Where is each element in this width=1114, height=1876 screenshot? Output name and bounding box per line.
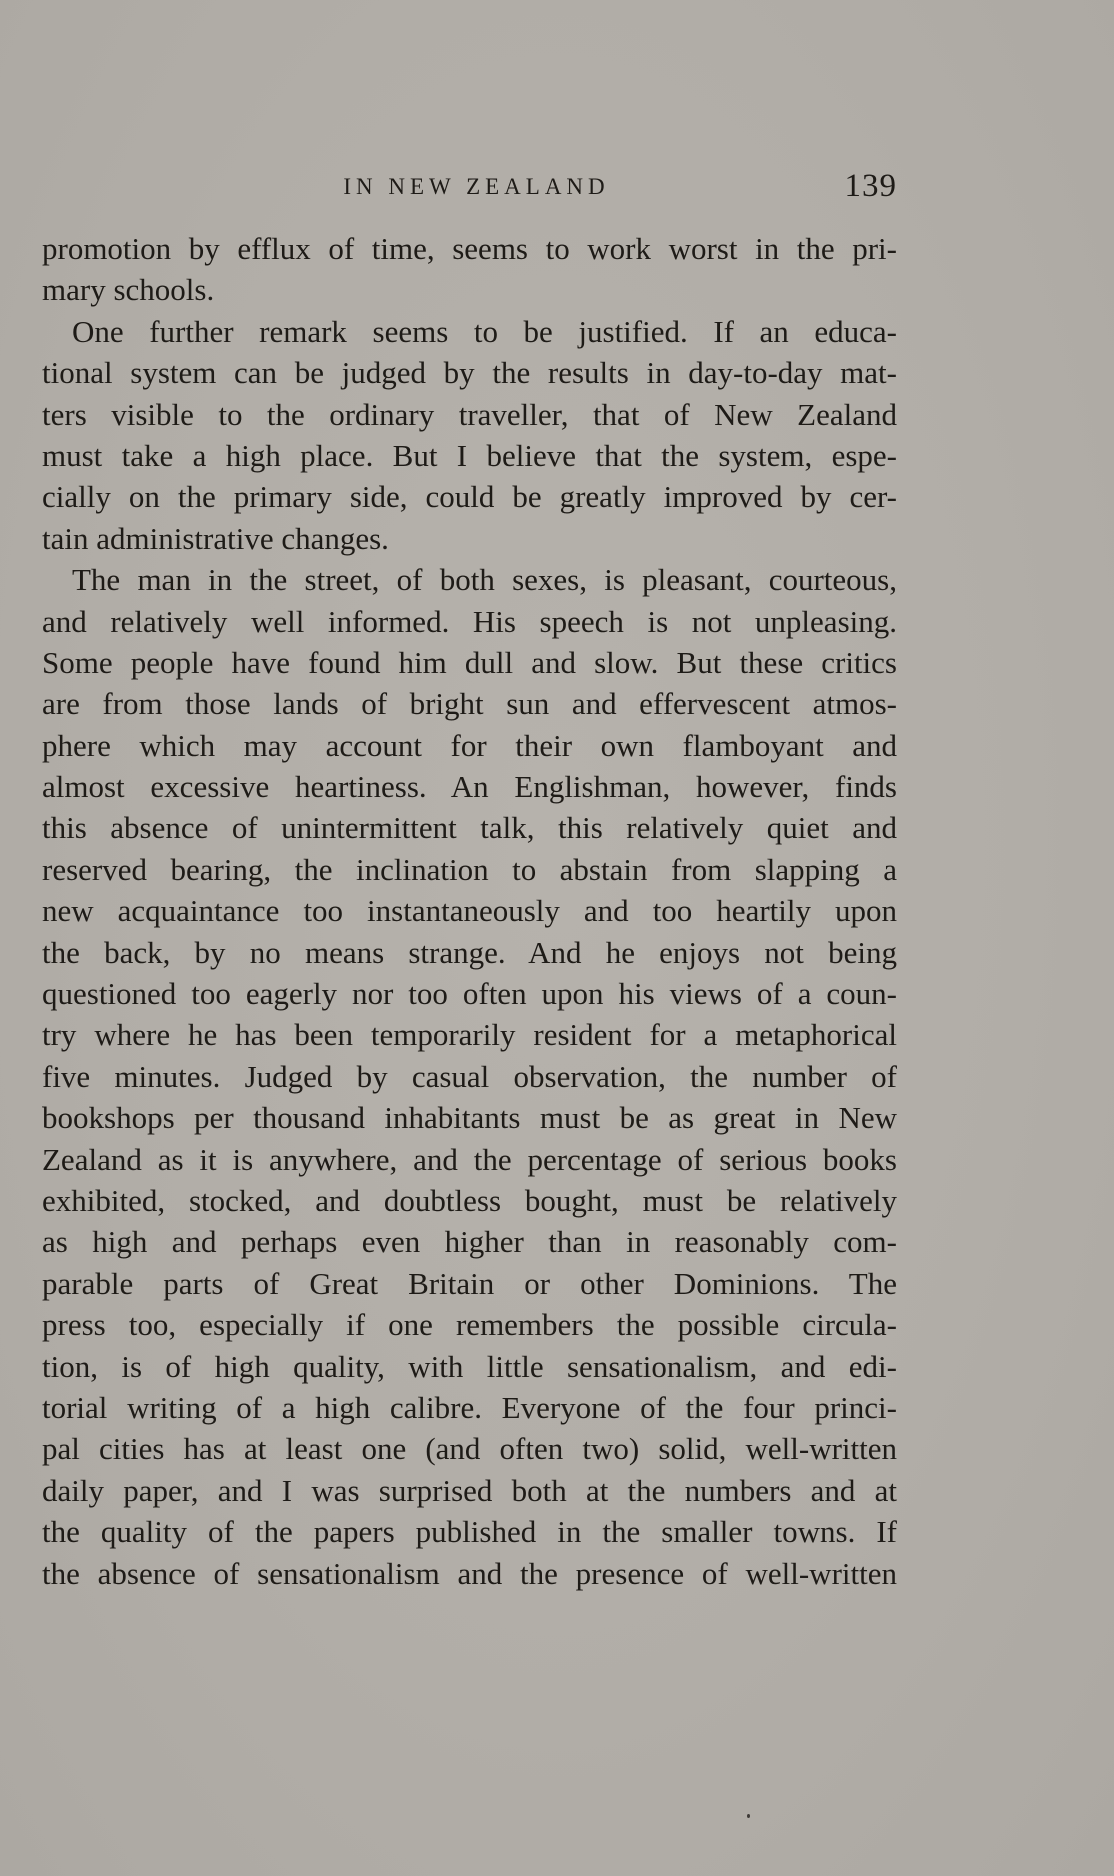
text-line: the quality of the papers published in the smaller towns. If (42, 1514, 897, 1550)
body-text (42, 228, 897, 1594)
text-line: daily paper, and I was surprised both at the numbers and at (42, 1472, 897, 1508)
text-line: the absence of sensationalism and the presence of well-written (42, 1555, 897, 1591)
text-line: phere which may account for their own flamboyant and (42, 727, 897, 763)
text-line: questioned too eagerly nor too often upon his views of a coun- (42, 976, 897, 1012)
text-line: Zealand as it is anywhere, and the percentage of serious books (42, 1141, 897, 1177)
text-line: and relatively well informed. His speech is not unpleasing. (42, 603, 897, 639)
text-line: torial writing of a high calibre. Everyone of the four princi- (42, 1389, 897, 1425)
text-line: press too, especially if one remembers the possible circula- (42, 1307, 897, 1343)
text-line: reserved bearing, the inclination to abstain from slapping a (42, 851, 897, 887)
text-line: promotion by efflux of time, seems to work worst in the pri- (42, 231, 897, 266)
text-line: ters visible to the ordinary traveller, that of New Zealand (42, 396, 897, 432)
text-line: this absence of unintermittent talk, this relatively quiet and (42, 810, 897, 846)
text-line: tion, is of high quality, with little sensationalism, and edi- (42, 1348, 897, 1384)
ink-speck (747, 1814, 750, 1818)
text-line: must take a high place. But I believe that the system, espe- (42, 437, 897, 473)
text-line: new acquaintance too instantaneously and too heartily upon (42, 893, 897, 929)
text-line: bookshops per thousand inhabitants must be as great in New (42, 1100, 897, 1136)
running-head (42, 170, 897, 210)
text-line: tain administrative changes. (42, 520, 389, 556)
text-line: The man in the street, of both sexes, is pleasant, courteous, (72, 562, 897, 598)
text-line: tional system can be judged by the results in day-to-day mat- (42, 355, 897, 391)
text-line: are from those lands of bright sun and effervescent atmos- (42, 686, 897, 722)
text-line: Some people have found him dull and slow. But these critics (42, 644, 897, 680)
text-line: One further remark seems to be justified. If an educa- (72, 313, 897, 349)
text-line: cially on the primary side, could be greatly improved by cer- (42, 479, 897, 515)
text-line: almost excessive heartiness. An Englishman, however, finds (42, 769, 897, 805)
page-number: 139 (844, 168, 897, 204)
text-line: try where he has been temporarily resident for a metaphorical (42, 1017, 897, 1053)
text-line: five minutes. Judged by casual observation, the number of (42, 1058, 897, 1094)
text-line: exhibited, stocked, and doubtless bought, must be relatively (42, 1182, 897, 1218)
text-line: pal cities has at least one (and often two) solid, well-written (42, 1431, 897, 1467)
text-line: the back, by no means strange. And he enjoys not being (42, 934, 897, 970)
text-line: parable parts of Great Britain or other Dominions. The (42, 1265, 897, 1301)
text-line: as high and perhaps even higher than in reasonably com- (42, 1224, 897, 1260)
running-title: IN NEW ZEALAND (343, 174, 610, 199)
text-line: mary schools. (42, 272, 215, 308)
